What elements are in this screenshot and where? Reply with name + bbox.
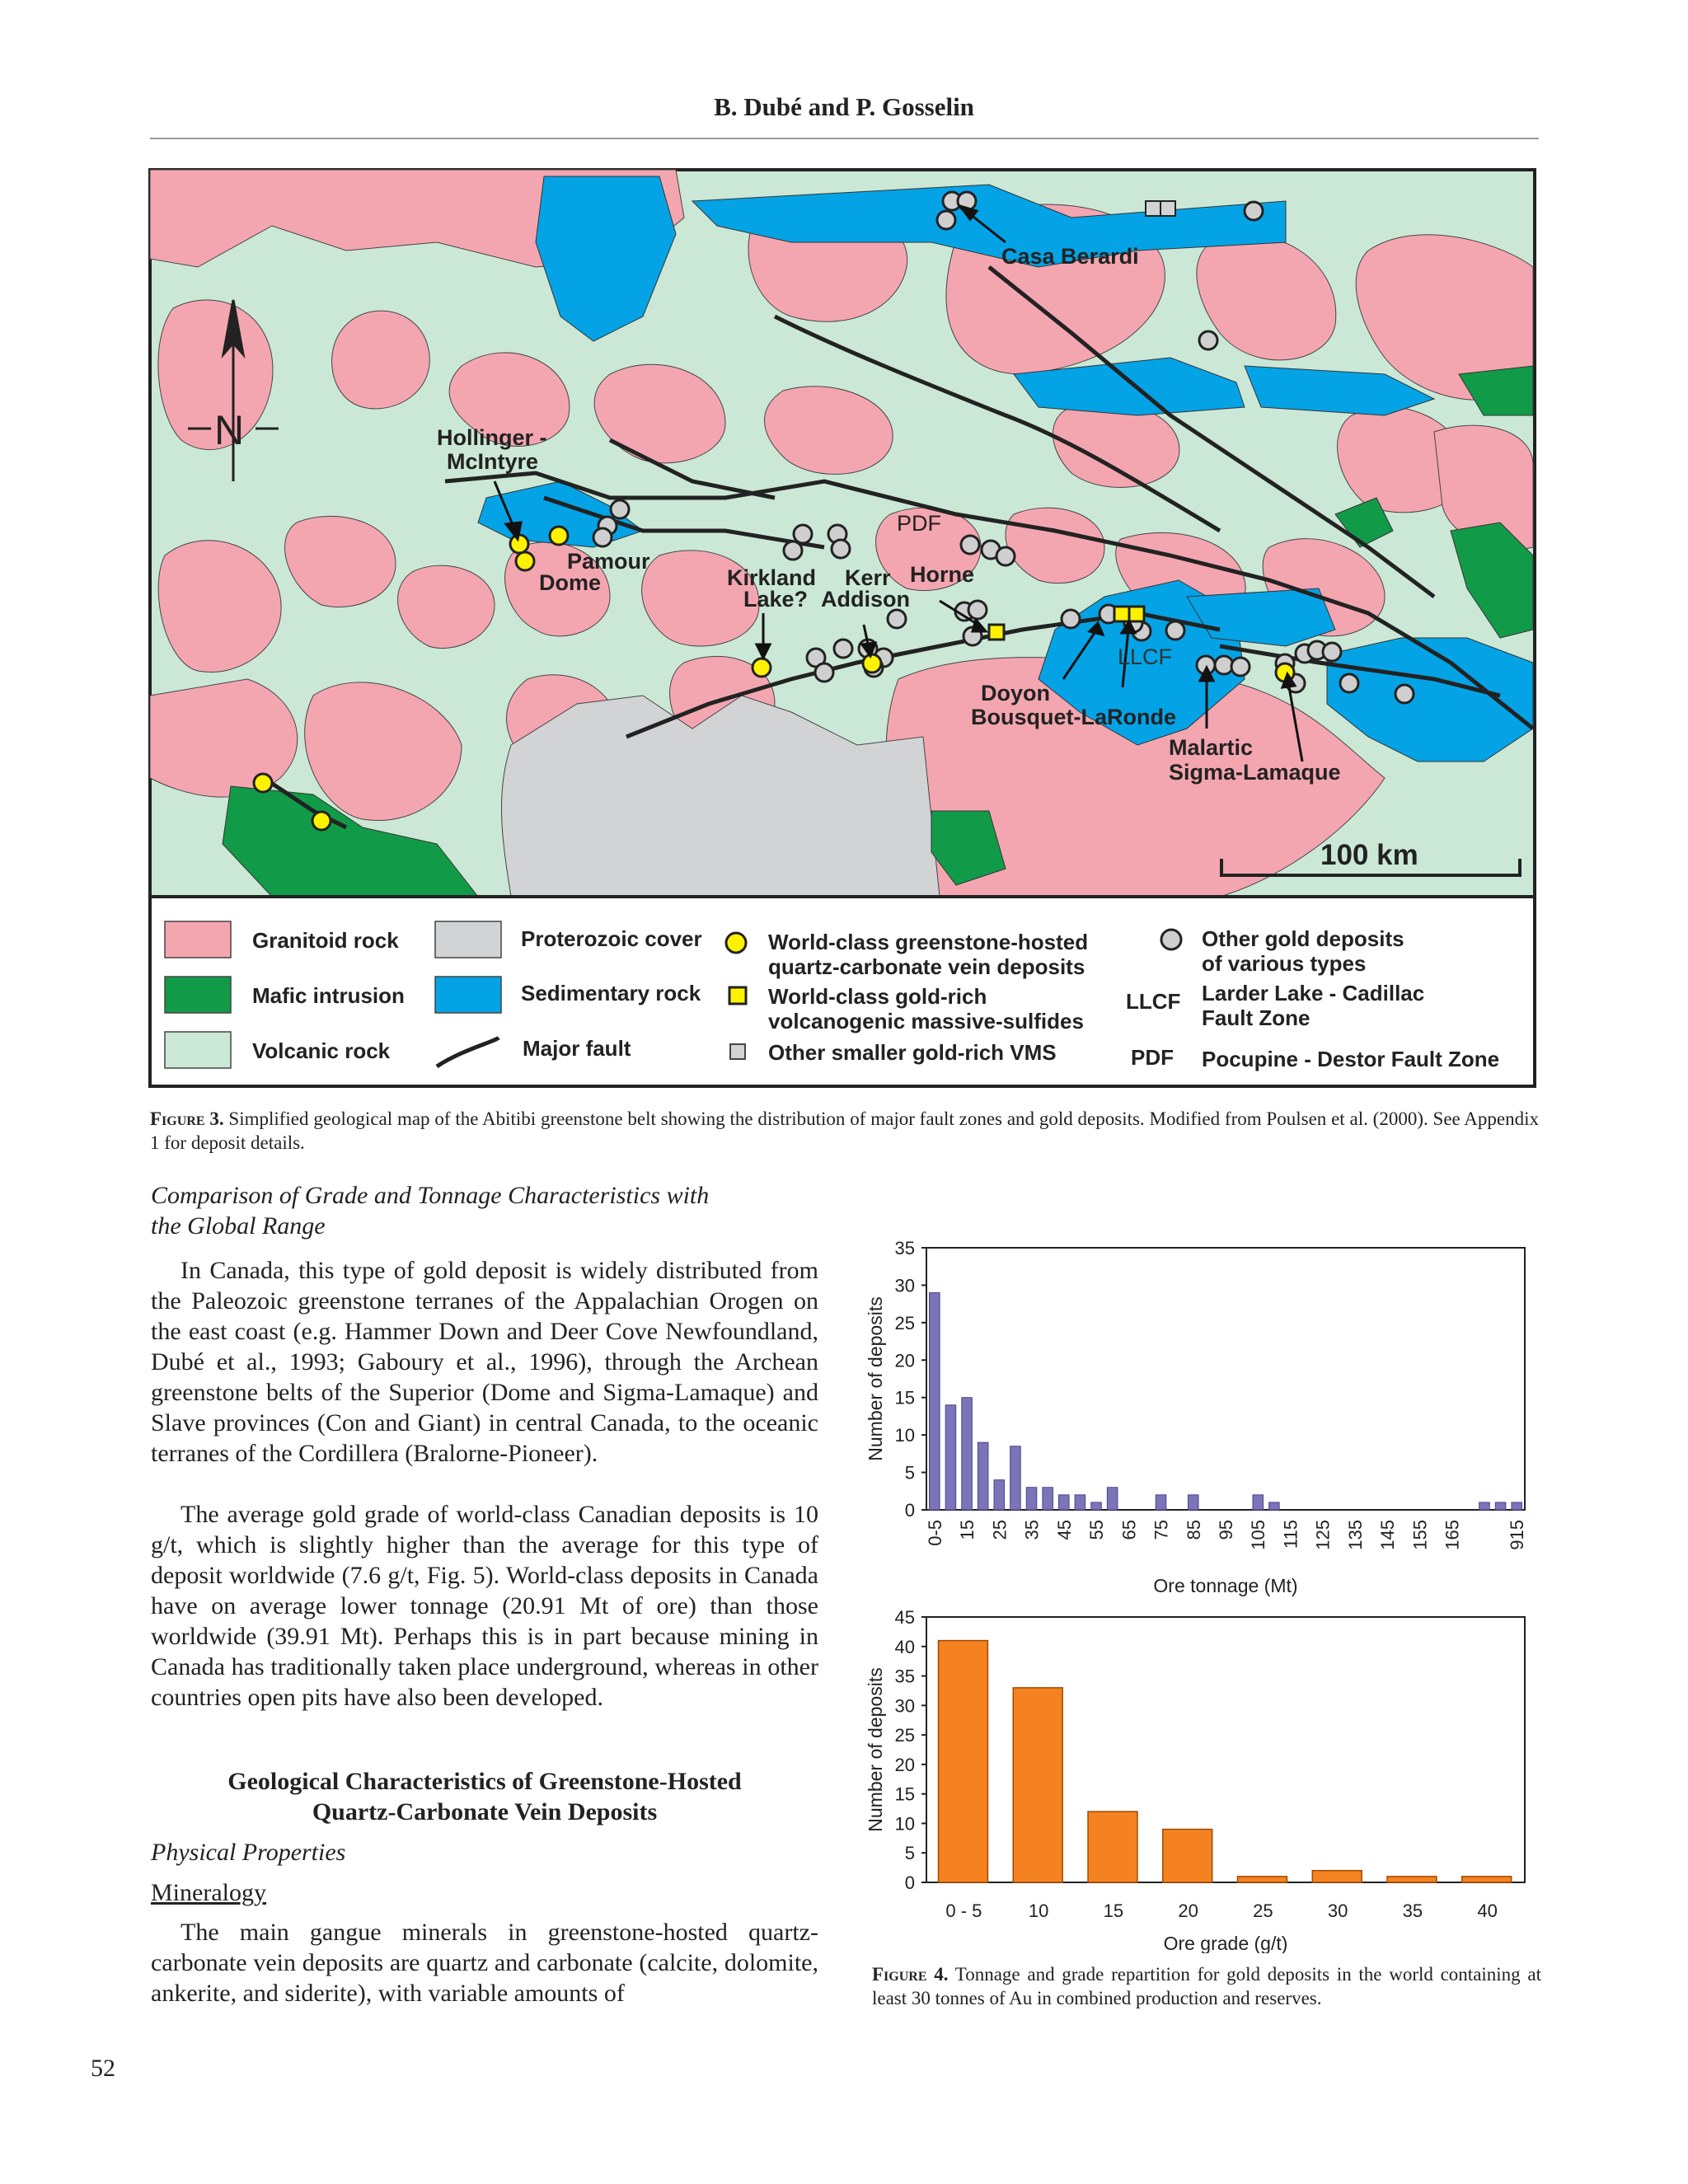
y-tick-label: 25 bbox=[894, 1725, 915, 1746]
svg-text:Volcanic rock: Volcanic rock bbox=[252, 1038, 391, 1063]
x-tick-label: 40 bbox=[1477, 1900, 1498, 1921]
svg-text:Pocupine - Destor Fault Zone: Pocupine - Destor Fault Zone bbox=[1202, 1047, 1500, 1071]
x-tick-label: 30 bbox=[1327, 1900, 1348, 1921]
bar bbox=[1059, 1495, 1070, 1510]
label-pdf: PDF bbox=[897, 511, 941, 536]
label-doyon: Doyon bbox=[981, 681, 1050, 705]
y-tick-label: 10 bbox=[894, 1425, 915, 1446]
bar bbox=[1479, 1502, 1490, 1510]
section-title: Comparison of Grade and Tonnage Characteristics with the Global Range bbox=[151, 1182, 710, 1240]
svg-text:World-class gold-rich: World-class gold-rich bbox=[768, 984, 987, 1009]
y-tick-label: 5 bbox=[904, 1462, 915, 1483]
y-tick-label: 20 bbox=[894, 1350, 915, 1371]
bar bbox=[1088, 1811, 1137, 1882]
bar bbox=[1107, 1488, 1118, 1510]
bar bbox=[1495, 1502, 1506, 1510]
svg-text:Sedimentary rock: Sedimentary rock bbox=[521, 981, 701, 1005]
label-horne: Horne bbox=[910, 562, 975, 587]
x-tick-label: 0-5 bbox=[924, 1520, 945, 1546]
label-llcf: LLCF bbox=[1118, 644, 1173, 669]
svg-text:Larder Lake - Cadillac: Larder Lake - Cadillac bbox=[1202, 981, 1425, 1005]
label-kirkland-2: Lake? bbox=[743, 587, 809, 612]
x-axis-title: Ore grade (g/t) bbox=[1163, 1933, 1288, 1953]
bar bbox=[1253, 1495, 1264, 1510]
label-kerr-1: Kerr bbox=[845, 565, 891, 590]
bar bbox=[978, 1442, 988, 1510]
x-tick-label: 105 bbox=[1248, 1520, 1269, 1550]
x-tick-label: 10 bbox=[1028, 1900, 1049, 1921]
x-tick-label: 35 bbox=[1402, 1900, 1423, 1921]
running-header: B. Dubé and P. Gosselin bbox=[714, 92, 974, 121]
x-tick-label: 135 bbox=[1344, 1520, 1366, 1550]
x-tick-label: 95 bbox=[1216, 1520, 1236, 1540]
bar bbox=[994, 1480, 1005, 1510]
header-rule bbox=[150, 138, 1539, 139]
y-tick-label: 45 bbox=[894, 1607, 915, 1628]
figure-3-label: Figure 3. bbox=[150, 1108, 224, 1129]
x-tick-label: 85 bbox=[1183, 1520, 1204, 1540]
label-malartic: Malartic bbox=[1169, 735, 1254, 760]
legend-vms-icon bbox=[729, 987, 746, 1004]
bar bbox=[1512, 1502, 1522, 1510]
x-tick-label: 55 bbox=[1086, 1520, 1108, 1540]
label-hollinger-1: Hollinger - bbox=[437, 425, 547, 450]
bar bbox=[1043, 1488, 1053, 1510]
label-sigma: Sigma-Lamaque bbox=[1169, 760, 1341, 785]
label-pamour: Pamour bbox=[567, 549, 650, 574]
x-axis-title: Ore tonnage (Mt) bbox=[1153, 1575, 1298, 1596]
legend-small-vms-icon bbox=[730, 1044, 745, 1059]
bar bbox=[945, 1405, 956, 1510]
svg-text:Major fault: Major fault bbox=[523, 1036, 631, 1061]
label-kerr-2: Addison bbox=[821, 587, 910, 612]
x-tick-label: 15 bbox=[1103, 1900, 1124, 1921]
bar bbox=[1013, 1688, 1062, 1882]
svg-text:Other smaller gold-rich VMS: Other smaller gold-rich VMS bbox=[768, 1040, 1057, 1065]
svg-text:LLCF: LLCF bbox=[1126, 989, 1181, 1014]
bar bbox=[1238, 1877, 1287, 1882]
y-tick-label: 5 bbox=[904, 1843, 915, 1864]
figure-3-text: Simplified geological map of the Abitibi greenstone belt showing the distribution of major fault zones and gold deposits. Modified from Poulsen et al. (2000). See Appendix 1 for deposit details. bbox=[150, 1108, 1540, 1153]
paragraph-2: The average gold grade of world-class Canadian deposits is 10 g/t, which is slightly higher than the average for this type of deposit worldwide (7.6 g/t, Fig. 5). World-class deposits in Canada have on average lower tonnage (20.91 Mt of ore) than those worldwide (39.91 Mt). Perhaps this is in part because mining in Canada has traditionally taken place underground, whereas in other countries open pits have also been developed. bbox=[151, 1501, 818, 1711]
y-tick-label: 15 bbox=[894, 1387, 915, 1408]
paragraph-1: In Canada, this type of gold deposit is widely distributed from the Paleozoic greenstone terranes of the Appalachian Orogen on the east coast (e.g. Hammer Down and Deer Cove Newfoundland, Dubé et al., 1993; Gaboury et al., 1996), through the Archean greenstone belts of the Superior (Dome and Sigma-Lamaque) and Slave provinces (Con and Giant) in central Canada, to the oceanic terranes of the Cordillera (Bralorne-Pioneer). bbox=[151, 1257, 818, 1467]
legend-other-gold-icon bbox=[1161, 930, 1181, 949]
x-tick-label: 25 bbox=[989, 1520, 1010, 1540]
bar bbox=[1026, 1488, 1037, 1510]
label-dome: Dome bbox=[539, 570, 602, 595]
bar bbox=[1156, 1495, 1166, 1510]
x-tick-label: 125 bbox=[1312, 1520, 1334, 1550]
label-casa-berardi: Casa Berardi bbox=[1001, 244, 1139, 269]
x-tick-label: 145 bbox=[1377, 1520, 1399, 1550]
x-tick-label: 155 bbox=[1409, 1520, 1431, 1550]
subheading-mineralogy: Mineralogy bbox=[151, 1879, 266, 1906]
bar bbox=[1091, 1502, 1102, 1510]
x-tick-label: 0 - 5 bbox=[945, 1900, 982, 1921]
north-label: N bbox=[214, 407, 245, 453]
y-tick-label: 0 bbox=[904, 1500, 915, 1521]
label-bousquet: Bousquet-LaRonde bbox=[971, 705, 1176, 729]
x-tick-label: 115 bbox=[1280, 1520, 1301, 1549]
figure-4-text: Tonnage and grade repartition for gold deposits in the world containing at least 30 tonnes of Au in combined production and reserves. bbox=[872, 1964, 1541, 2008]
svg-text:Fault Zone: Fault Zone bbox=[1202, 1005, 1311, 1030]
y-tick-label: 30 bbox=[894, 1695, 915, 1717]
tonnage-histogram bbox=[857, 1236, 1550, 1599]
x-tick-label: 25 bbox=[1253, 1900, 1273, 1921]
figure-3-caption bbox=[150, 1107, 1539, 1155]
label-kirkland-1: Kirkland bbox=[727, 565, 817, 590]
svg-text:Granitoid rock: Granitoid rock bbox=[252, 928, 399, 953]
y-tick-label: 10 bbox=[894, 1813, 915, 1835]
y-tick-label: 35 bbox=[894, 1666, 915, 1687]
y-tick-label: 20 bbox=[894, 1754, 915, 1775]
x-tick-label: 15 bbox=[957, 1520, 978, 1540]
x-tick-label: 45 bbox=[1053, 1520, 1075, 1540]
x-tick-label: 65 bbox=[1118, 1520, 1140, 1540]
bar bbox=[1387, 1877, 1437, 1882]
svg-text:Other gold deposits: Other gold deposits bbox=[1202, 926, 1404, 951]
bar bbox=[1075, 1495, 1085, 1510]
y-axis-title: Number of deposits bbox=[865, 1667, 886, 1832]
geological-map bbox=[148, 168, 1536, 1088]
svg-text:Proterozoic cover: Proterozoic cover bbox=[521, 926, 702, 951]
grade-histogram bbox=[857, 1607, 1550, 1953]
bar bbox=[1010, 1446, 1021, 1510]
figure-4-label: Figure 4. bbox=[872, 1964, 949, 1985]
svg-text:quartz-carbonate vein deposits: quartz-carbonate vein deposits bbox=[768, 954, 1085, 979]
y-tick-label: 30 bbox=[894, 1275, 915, 1296]
y-tick-label: 15 bbox=[894, 1783, 915, 1805]
x-tick-label: 165 bbox=[1442, 1520, 1463, 1550]
x-tick-label: 915 bbox=[1507, 1520, 1528, 1550]
y-tick-label: 25 bbox=[894, 1312, 915, 1333]
svg-text:PDF: PDF bbox=[1131, 1045, 1174, 1070]
bar bbox=[939, 1641, 988, 1882]
subheading-physical-properties: Physical Properties bbox=[151, 1839, 346, 1866]
y-tick-label: 35 bbox=[894, 1238, 915, 1258]
svg-text:of various types: of various types bbox=[1202, 951, 1367, 976]
y-axis-title: Number of deposits bbox=[865, 1296, 886, 1461]
small-vms-deposits bbox=[1146, 201, 1175, 216]
x-tick-label: 20 bbox=[1178, 1900, 1198, 1921]
bar bbox=[962, 1398, 973, 1510]
figure-4-caption bbox=[872, 1962, 1541, 2010]
bar bbox=[1312, 1871, 1362, 1882]
scale-label: 100 km bbox=[1320, 839, 1418, 871]
page-number: 52 bbox=[91, 2055, 115, 2082]
section-heading: Geological Characteristics of Greenstone-Hosted Quartz-Carbonate Vein Deposits bbox=[227, 1768, 742, 1825]
svg-text:World-class greenstone-hosted: World-class greenstone-hosted bbox=[768, 930, 1089, 954]
bar bbox=[1269, 1502, 1280, 1510]
x-tick-label: 35 bbox=[1021, 1520, 1043, 1540]
y-tick-label: 40 bbox=[894, 1636, 915, 1657]
svg-text:volcanogenic massive-sulfides: volcanogenic massive-sulfides bbox=[768, 1009, 1084, 1033]
x-tick-label: 75 bbox=[1151, 1520, 1172, 1540]
label-hollinger-2: McIntyre bbox=[447, 449, 539, 474]
paragraph-3: The main gangue minerals in greenstone-hosted quartz-carbonate vein deposits are quartz and carbonate (calcite, dolomite, ankerite, and siderite), with variable amounts of bbox=[151, 1919, 818, 2007]
y-tick-label: 0 bbox=[904, 1872, 915, 1893]
bar bbox=[1188, 1495, 1198, 1510]
legend-vein-icon bbox=[726, 933, 746, 953]
bar bbox=[1163, 1830, 1212, 1882]
bar bbox=[1462, 1877, 1512, 1882]
bar bbox=[930, 1293, 940, 1510]
svg-text:Mafic intrusion: Mafic intrusion bbox=[252, 983, 405, 1008]
